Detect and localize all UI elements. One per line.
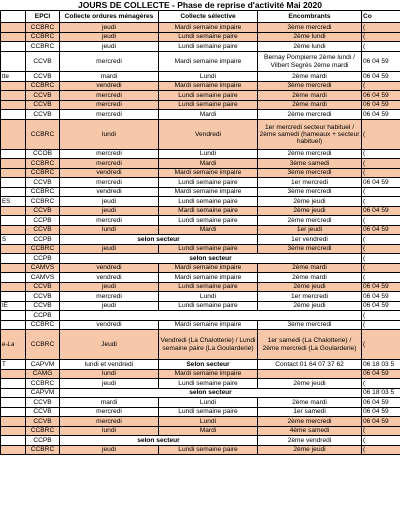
cell-contact: 06 04 59 [362, 283, 400, 292]
cell-epci: CCBRC [26, 379, 60, 389]
cell-commune [0, 42, 26, 52]
cell-epci: CCVB [26, 110, 60, 120]
cell-ordures: mercredi [60, 52, 159, 72]
cell-epci: CCPB [26, 254, 60, 264]
cell-selective: Lundi semaine paire [159, 283, 258, 292]
cell-epci: CCVB [26, 302, 60, 311]
cell-contact: ( [362, 273, 400, 283]
cell-contact: 06 04 59 [362, 370, 400, 379]
cell-selective: Lundi [159, 398, 258, 408]
cell-contact: 06 04 59 [362, 417, 400, 427]
cell-encombrants: 2ème mardi [258, 264, 362, 273]
cell-encombrants: 1er jeudi [258, 226, 362, 235]
cell-commune [0, 408, 26, 417]
header-epci: EPCI [26, 10, 60, 23]
cell-commune [0, 283, 26, 292]
cell-encombrants: 2ème mercredi [258, 110, 362, 120]
cell-contact: ( [362, 82, 400, 91]
cell-epci: CCBRC [26, 321, 60, 330]
cell-ordures: jeudi [60, 42, 159, 52]
cell-selective: Lundi [159, 72, 258, 82]
cell-ordures: mercredi [60, 292, 159, 302]
cell-contact: ( [362, 42, 400, 52]
cell-contact: 06 04 59 [362, 52, 400, 72]
cell-commune [0, 264, 26, 273]
cell-epci: CCVB [26, 292, 60, 302]
cell-commune [0, 188, 26, 197]
cell-contact: ( [362, 427, 400, 436]
cell-epci: CCBRC [26, 427, 60, 436]
cell-ordures: jeudi [60, 197, 159, 207]
cell-encombrants: 1er mercredi secteur habituel / 2ème samedi (hameaux + secteur habituel) [258, 120, 362, 150]
cell-commune [0, 379, 26, 389]
cell-encombrants: 2ème mardi [258, 273, 362, 283]
header-encombrants: Encombrants [258, 10, 362, 23]
cell-commune [0, 292, 26, 302]
cell-epci: CCVB [26, 207, 60, 216]
cell-encombrants: 3ème mercredi [258, 321, 362, 330]
cell-encombrants: 2ème mercredi [258, 150, 362, 159]
cell-selective: Lundi semaine paire [159, 33, 258, 42]
cell-selective: Lundi semaine paire [159, 379, 258, 389]
page-title: JOURS DE COLLECTE - Phase de reprise d'activité Mai 2020 [78, 0, 322, 10]
cell-encombrants: 3ème mercredi [258, 169, 362, 178]
cell-commune [0, 389, 26, 398]
cell-ordures: mercredi [60, 91, 159, 101]
cell-encombrants: 3ème mercredi [258, 82, 362, 91]
cell-epci: CCBRC [26, 188, 60, 197]
cell-encombrants: 2ème mardi [258, 398, 362, 408]
cell-contact: 06 18 03 5 [362, 389, 400, 398]
cell-epci: CCBRC [26, 169, 60, 178]
cell-ordures: lundi [60, 427, 159, 436]
cell-commune [0, 110, 26, 120]
cell-contact: 06 04 59 [362, 302, 400, 311]
cell-epci: CCVB [26, 101, 60, 110]
cell-selective: Mardi semaine impaire [159, 273, 258, 283]
cell-commune [0, 82, 26, 91]
cell-selective: Lundi semaine paire [159, 302, 258, 311]
cell-ordures: lundi [60, 226, 159, 235]
cell-contact: ( [362, 446, 400, 455]
cell-selective: Mardi semaine paire [159, 207, 258, 216]
cell-selective: Mardi semaine impaire [159, 370, 258, 379]
cell-selective: Lundi semaine paire [159, 245, 258, 254]
cell-epci: CAPVM [26, 389, 60, 398]
cell-epci: CCVB [26, 52, 60, 72]
cell-ordures: vendredi [60, 169, 159, 178]
cell-contact: ( [362, 150, 400, 159]
cell-commune [0, 254, 26, 264]
cell-selective: Mardi semaine impaire [159, 82, 258, 91]
cell-commune: IE [0, 302, 26, 311]
cell-ordures: jeudi [60, 283, 159, 292]
cell-selective: Lundi semaine paire [159, 101, 258, 110]
cell-epci: CCBRC [26, 23, 60, 33]
cell-contact: ( [362, 254, 400, 264]
cell-encombrants: 1er vendredi [258, 235, 362, 245]
cell-ordures: jeudi [60, 33, 159, 42]
cell-epci: CCPB [26, 235, 60, 245]
cell-commune [0, 398, 26, 408]
cell-commune [0, 417, 26, 427]
cell-ordures: jeudi [60, 207, 159, 216]
cell-encombrants: Contact 01 64 07 37 62 [258, 360, 362, 370]
cell-ordures: mercredi [60, 417, 159, 427]
cell-encombrants: 2ème jeudi [258, 197, 362, 207]
cell-epci: CCPB [26, 436, 60, 446]
cell-commune [0, 52, 26, 72]
cell-ordures: lundi [60, 120, 159, 150]
cell-commune: T [0, 360, 26, 370]
cell-epci: CCBRC [26, 159, 60, 169]
cell-ordures: vendredi [60, 82, 159, 91]
cell-selective: Mardi semaine impaire [159, 188, 258, 197]
cell-encombrants: 2ème jeudi [258, 379, 362, 389]
cell-selective: Lundi semaine paire [159, 408, 258, 417]
cell-commune [0, 101, 26, 110]
cell-ordures: mercredi [60, 408, 159, 417]
cell-commune [0, 23, 26, 33]
cell-encombrants: 2ème mercredi [258, 417, 362, 427]
cell-ordures: vendredi [60, 264, 159, 273]
cell-contact: ( [362, 216, 400, 226]
cell-encombrants: Bernay Pompierre 2ème lundi / Vilbert Segrès 2ème mardi [258, 52, 362, 72]
cell-selon-secteur: selon secteur [60, 436, 258, 446]
cell-commune [0, 159, 26, 169]
cell-encombrants: 1er mercredi [258, 292, 362, 302]
cell-selective: Vendredi [159, 120, 258, 150]
cell-commune [0, 273, 26, 283]
cell-ordures: jeudi [60, 446, 159, 455]
cell-ordures: mardi [60, 72, 159, 82]
cell-commune [0, 207, 26, 216]
cell-commune [0, 33, 26, 42]
cell-selective: Lundi semaine paire [159, 216, 258, 226]
cell-epci: CCBRC [26, 197, 60, 207]
cell-ordures: vendredi [60, 188, 159, 197]
cell-ordures: jeudi [60, 302, 159, 311]
cell-epci: CAMVS [26, 264, 60, 273]
cell-selective: Lundi semaine paire [159, 446, 258, 455]
cell-commune: tte [0, 72, 26, 82]
cell-contact: ( [362, 188, 400, 197]
cell-commune: ES [0, 197, 26, 207]
cell-contact: ( [362, 120, 400, 150]
cell-epci: CCBRC [26, 33, 60, 42]
cell-commune [0, 436, 26, 446]
cell-encombrants: 2ème lundi [258, 33, 362, 42]
cell-encombrants: 3ème mercredi [258, 188, 362, 197]
cell-commune [0, 446, 26, 455]
cell-encombrants: 2ème mardi [258, 72, 362, 82]
cell-ordures: vendredi [60, 273, 159, 283]
cell-contact: 06 04 59 [362, 178, 400, 188]
cell-contact: ( [362, 159, 400, 169]
cell-encombrants: 3ème mercredi [258, 245, 362, 254]
cell-epci: CCBRC [26, 82, 60, 91]
cell-contact: 06 04 59 [362, 398, 400, 408]
cell-contact: 06 04 59 [362, 292, 400, 302]
cell-contact: 06 04 59 [362, 91, 400, 101]
cell-selective: Vendredi (La Chalotterie) / Lundi semaine paire (La Goularderie) [159, 330, 258, 360]
cell-commune [0, 178, 26, 188]
cell-ordures: mercredi [60, 216, 159, 226]
cell-ordures: jeudi [60, 23, 159, 33]
header-selective: Collecte sélective [159, 10, 258, 23]
cell-selective: Mardi semaine impaire [159, 52, 258, 72]
cell-contact: 06 04 59 [362, 101, 400, 110]
cell-contact: ( [362, 321, 400, 330]
cell-commune [0, 370, 26, 379]
cell-epci: CCVB [26, 408, 60, 417]
cell-epci: CCPB [26, 216, 60, 226]
cell-commune [0, 226, 26, 235]
cell-ordures: Jeudi [60, 330, 159, 360]
collection-table [0, 10, 400, 455]
cell-ordures: lundi et vendredi [60, 360, 159, 370]
cell-epci: CCBRC [26, 446, 60, 455]
cell-contact: ( [362, 33, 400, 42]
cell-contact: ( [362, 23, 400, 33]
cell-encombrants: 2ème mardi [258, 91, 362, 101]
cell-selon-secteur: selon secteur [60, 389, 362, 398]
cell-selective: Lundi [159, 150, 258, 159]
cell-ordures: mercredi [60, 101, 159, 110]
cell-selective: Mardi semaine impaire [159, 169, 258, 178]
cell-encombrants: 2ème mercredi [258, 216, 362, 226]
cell-selective: Mardi semaine impaire [159, 264, 258, 273]
cell-epci: CCBRC [26, 120, 60, 150]
cell-epci: CCVB [26, 417, 60, 427]
cell-contact: 06 04 59 [362, 408, 400, 417]
header-contact: Co [362, 10, 400, 23]
cell-epci: CCVB [26, 91, 60, 101]
cell-epci: CCVB [26, 283, 60, 292]
cell-contact: ( [362, 235, 400, 245]
cell-encombrants: 2ème jeudi [258, 207, 362, 216]
cell-contact: 06 04 59 [362, 207, 400, 216]
cell-contact: 06 04 59 [362, 72, 400, 82]
cell-encombrants: 2ème jeudi [258, 283, 362, 292]
cell-ordures: jeudi [60, 245, 159, 254]
cell-epci: CCPB [26, 311, 60, 321]
cell-contact: 06 04 59 [362, 226, 400, 235]
cell-selon-secteur: selon secteur [60, 254, 362, 264]
cell-selective: Lundi semaine paire [159, 197, 258, 207]
cell-empty [60, 311, 362, 321]
cell-ordures: mercredi [60, 159, 159, 169]
cell-contact: ( [362, 436, 400, 446]
cell-contact: ( [362, 245, 400, 254]
cell-selective: Selon secteur [159, 360, 258, 370]
cell-contact: ( [362, 264, 400, 273]
cell-selective: Mardi [159, 226, 258, 235]
cell-commune [0, 91, 26, 101]
cell-selective: Mardi [159, 159, 258, 169]
cell-encombrants: 2ème jeudi [258, 446, 362, 455]
cell-contact: 06 18 03 5 [362, 360, 400, 370]
cell-selective: Mardi semaine impaire [159, 321, 258, 330]
cell-selective: Lundi semaine paire [159, 42, 258, 52]
cell-epci: CCBRC [26, 245, 60, 254]
cell-selective: Mardi [159, 110, 258, 120]
cell-epci: CCOB [26, 150, 60, 159]
cell-commune [0, 321, 26, 330]
cell-encombrants: 2ème jeudi [258, 302, 362, 311]
cell-epci: CCVB [26, 398, 60, 408]
cell-epci: CAPVM [26, 360, 60, 370]
cell-commune [0, 150, 26, 159]
cell-commune: S [0, 235, 26, 245]
cell-epci: CCBRC [26, 42, 60, 52]
cell-contact: ( [362, 330, 400, 360]
cell-encombrants: 2ème lundi [258, 42, 362, 52]
cell-ordures: lundi [60, 370, 159, 379]
cell-encombrants: 1er samedi [258, 408, 362, 417]
cell-encombrants: 3ème mercredi [258, 23, 362, 33]
cell-encombrants: 3ème samedi [258, 159, 362, 169]
cell-epci: CAMG [26, 370, 60, 379]
cell-epci: CCVB [26, 72, 60, 82]
cell-ordures: mercredi [60, 150, 159, 159]
table-grid [0, 10, 400, 455]
cell-commune [0, 169, 26, 178]
header-ordures: Collecte ordures ménagères [60, 10, 159, 23]
cell-commune: e-La [0, 330, 26, 360]
cell-commune [0, 216, 26, 226]
cell-selective: Lundi semaine paire [159, 178, 258, 188]
cell-epci: CCBRC [26, 330, 60, 360]
header-commune [0, 10, 26, 23]
cell-commune [0, 245, 26, 254]
cell-encombrants: 1er samedi (La Chalotterie) / 2ème mercredi (La Goularderie) [258, 330, 362, 360]
cell-selective: Mardi semaine impaire [159, 23, 258, 33]
cell-encombrants: 2ème vendredi [258, 436, 362, 446]
cell-encombrants [258, 370, 362, 379]
cell-contact: 06 04 59 [362, 110, 400, 120]
cell-contact: ( [362, 311, 400, 321]
cell-commune [0, 120, 26, 150]
cell-epci: CCVB [26, 178, 60, 188]
cell-ordures: mercredi [60, 110, 159, 120]
cell-selective: Lundi [159, 417, 258, 427]
cell-commune [0, 311, 26, 321]
cell-selective: Lundi [159, 292, 258, 302]
cell-selective: Lundi semaine paire [159, 91, 258, 101]
cell-commune [0, 427, 26, 436]
cell-contact: ( [362, 379, 400, 389]
cell-contact: ( [362, 197, 400, 207]
cell-contact: ( [362, 169, 400, 178]
cell-encombrants: 1er mercredi [258, 178, 362, 188]
cell-encombrants: 4ème samedi [258, 427, 362, 436]
cell-ordures: jeudi [60, 379, 159, 389]
cell-ordures: mardi [60, 398, 159, 408]
cell-encombrants: 2ème mardi [258, 101, 362, 110]
cell-selon-secteur: selon secteur [60, 235, 258, 245]
cell-ordures: mercredi [60, 178, 159, 188]
cell-epci: CAMVS [26, 273, 60, 283]
cell-selective: Mardi [159, 427, 258, 436]
cell-ordures: vendredi [60, 321, 159, 330]
cell-epci: CCVB [26, 226, 60, 235]
